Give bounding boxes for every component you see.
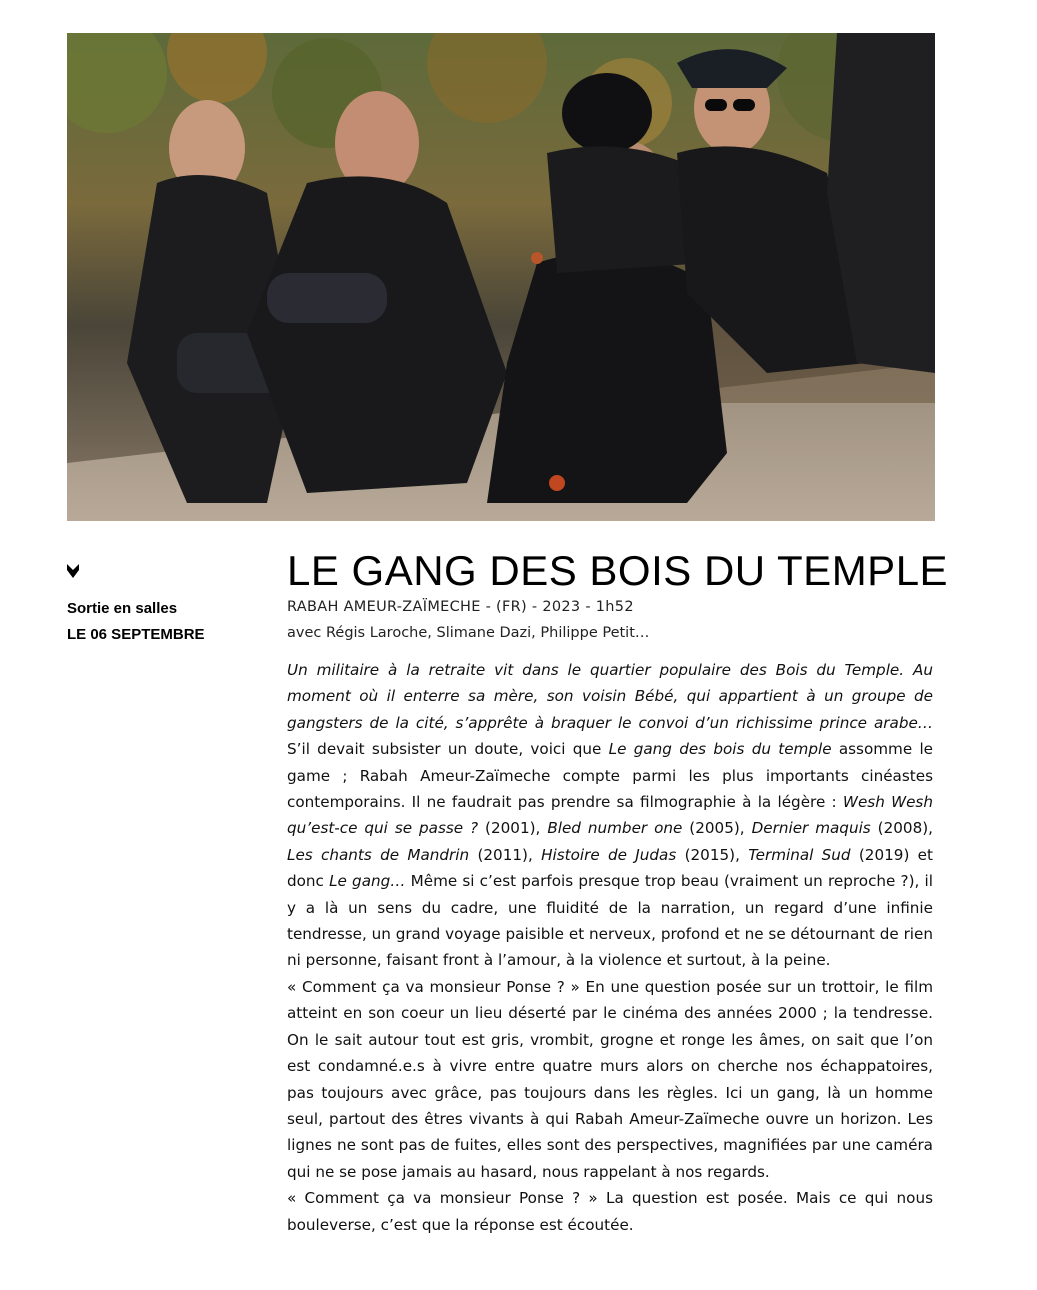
- review-text: (2008),: [870, 819, 933, 838]
- film-reference: Bled number one: [547, 819, 683, 838]
- film-meta: RABAH AMEUR-ZAÏMECHE - (FR) - 2023 - 1h52: [287, 599, 634, 615]
- review-paragraph-3: « Comment ça va monsieur Ponse ? » La question est posée. Mais ce qui nous bouleverse, c’est que la réponse est écoutée.: [287, 1189, 933, 1234]
- film-title: LE GANG DES BOIS DU TEMPLE: [287, 547, 949, 594]
- review-text: S’il devait subsister un doute, voici que: [287, 740, 609, 759]
- film-reference: Le gang des bois du temple: [608, 740, 832, 759]
- film-reference: Terminal Sud: [748, 845, 851, 864]
- release-label: Sortie en salles: [67, 600, 178, 617]
- review-text: Même si c’est parfois presque trop beau (vraiment un reproche ?), il y a là un sens du cadre, une fluidité de la narration, un regard d’une infinie tendresse, un grand voyage paisible et nerveux, profond et ne se détournant de rien ni personne, faisant front à l’amour, à la violence et surtout, à la peine.: [287, 872, 933, 970]
- film-reference: Le gang…: [329, 872, 406, 891]
- film-reference: Les chants de Mandrin: [287, 845, 470, 864]
- review-text: (2019) et donc: [287, 845, 933, 891]
- review-text: (2015),: [676, 845, 749, 864]
- review-text: assomme le game ; Rabah Ameur-Zaïmeche compte parmi les plus importants cinéastes contemporains. Il ne faudrait pas prendre sa filmographie à la légère :: [287, 740, 934, 812]
- review-body: [287, 657, 933, 1238]
- down-arrow-icon: [67, 562, 79, 580]
- film-reference: Histoire de Judas: [541, 845, 677, 864]
- review-text: (2011),: [469, 845, 542, 864]
- review-paragraph-1: [287, 657, 933, 974]
- release-date: LE 06 SEPTEMBRE: [67, 626, 205, 643]
- review-text: (2005),: [682, 819, 752, 838]
- release-info: [67, 596, 267, 648]
- film-reference: Dernier maquis: [751, 819, 871, 838]
- review-paragraph-2: « Comment ça va monsieur Ponse ? » En une question posée sur un trottoir, le film atteint en son coeur un lieu déserté par le cinéma des années 2000 ; la tendresse. On le sait autour tout est gris, vrombit, grogne et ronge les âmes, on sait que l’on est condamné.e.s à vivre entre quatre murs alors on cherche nos échappatoires, pas toujours avec grâce, pas toujours dans les règles. Ici un gang, là un homme seul, partout des êtres vivants à qui Rabah Ameur-Zaïmeche ouvre un horizon. Les lignes ne sont pas de fuites, elles sont des perspectives, magnifiées par une caméra qui ne se pose jamais au hasard, nous rappelant à nos regards.: [287, 977, 933, 1181]
- film-cast: avec Régis Laroche, Slimane Dazi, Philippe Petit…: [287, 625, 650, 641]
- film-reference: Wesh Wesh qu’est-ce qui se passe ?: [287, 793, 933, 838]
- review-text: (2001),: [478, 819, 548, 838]
- synopsis: Un militaire à la retraite vit dans le quartier populaire des Bois du Temple. Au moment où il enterre sa mère, son voisin Bébé, qui appartient à un groupe de gangsters de la cité, s’apprête à braquer le convoi d’un richissime prince arabe…: [287, 661, 933, 732]
- film-still-photo: [67, 33, 935, 521]
